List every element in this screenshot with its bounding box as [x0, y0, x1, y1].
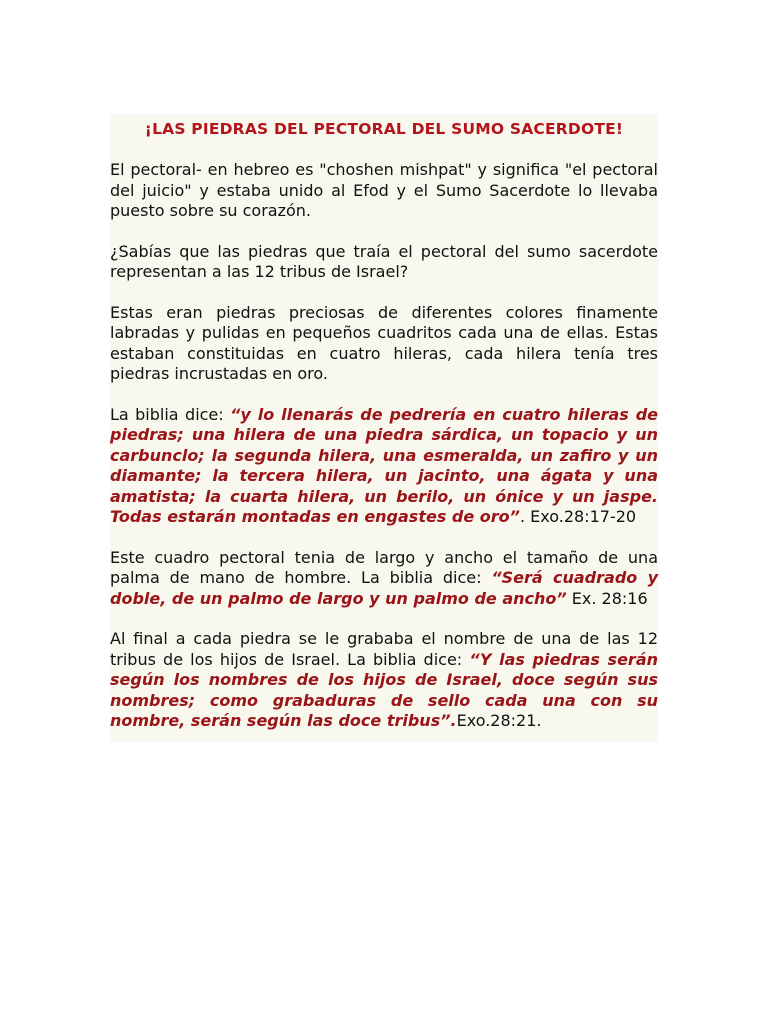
quote-reference: Exo.28:21. — [456, 711, 542, 730]
document-panel — [110, 114, 658, 742]
paragraph-bible-quote-1 — [110, 405, 658, 528]
paragraph-bible-quote-3 — [110, 629, 658, 732]
bible-quote: “y lo llenarás de pedrería en cuatro hileras de piedras; una hilera de una piedra sárdica, un topacio y un carbunclo; la segunda hilera, una esmeralda, un zafiro y un diamante; la tercera hilera, un jacinto, una ágata y una amatista; la cuarta hilera, un berilo, un ónice y un jaspe. Todas estarán montadas en engastes de oro” — [110, 404, 659, 526]
quote-reference: . Exo.28:17-20 — [519, 507, 637, 526]
paragraph-intro: El pectoral- en hebreo es "choshen mishpat" y significa "el pectoral del juicio" y estaba unido al Efod y el Sumo Sacerdote lo llevaba puesto sobre su corazón. — [110, 160, 658, 220]
quote-reference: Ex. 28:16 — [566, 588, 648, 608]
quote-lead: Este cuadro pectoral tenia de largo y ancho el tamaño de una palma de mano de hombre. La biblia dice: — [110, 547, 658, 587]
quote-lead: La biblia dice: — [110, 404, 231, 424]
paragraph-description: Estas eran piedras preciosas de diferentes colores finamente labradas y pulidas en pequeños cuadritos cada una de ellas. Estas estaban constituidas en cuatro hileras, cada hilera tenía tres piedras incrustadas en oro. — [110, 302, 658, 383]
paragraph-question: ¿Sabías que las piedras que traía el pectoral del sumo sacerdote representan a las 12 tribus de Israel? — [110, 241, 658, 281]
paragraph-bible-quote-2 — [110, 548, 658, 610]
quote-lead: Al final a cada piedra se le grababa el nombre de una de las 12 tribus de los hijos de Israel. La biblia dice: — [110, 629, 658, 669]
document-title: ¡LAS PIEDRAS DEL PECTORAL DEL SUMO SACERDOTE! — [144, 120, 624, 138]
bible-quote: “Será cuadrado y doble, de un palmo de largo y un palmo de ancho” — [110, 568, 658, 608]
bible-quote: “Y las piedras serán según los nombres de los hijos de Israel, doce según sus nombres; como grabaduras de sello cada una con su nombre, serán según las doce tribus”. — [110, 649, 659, 730]
